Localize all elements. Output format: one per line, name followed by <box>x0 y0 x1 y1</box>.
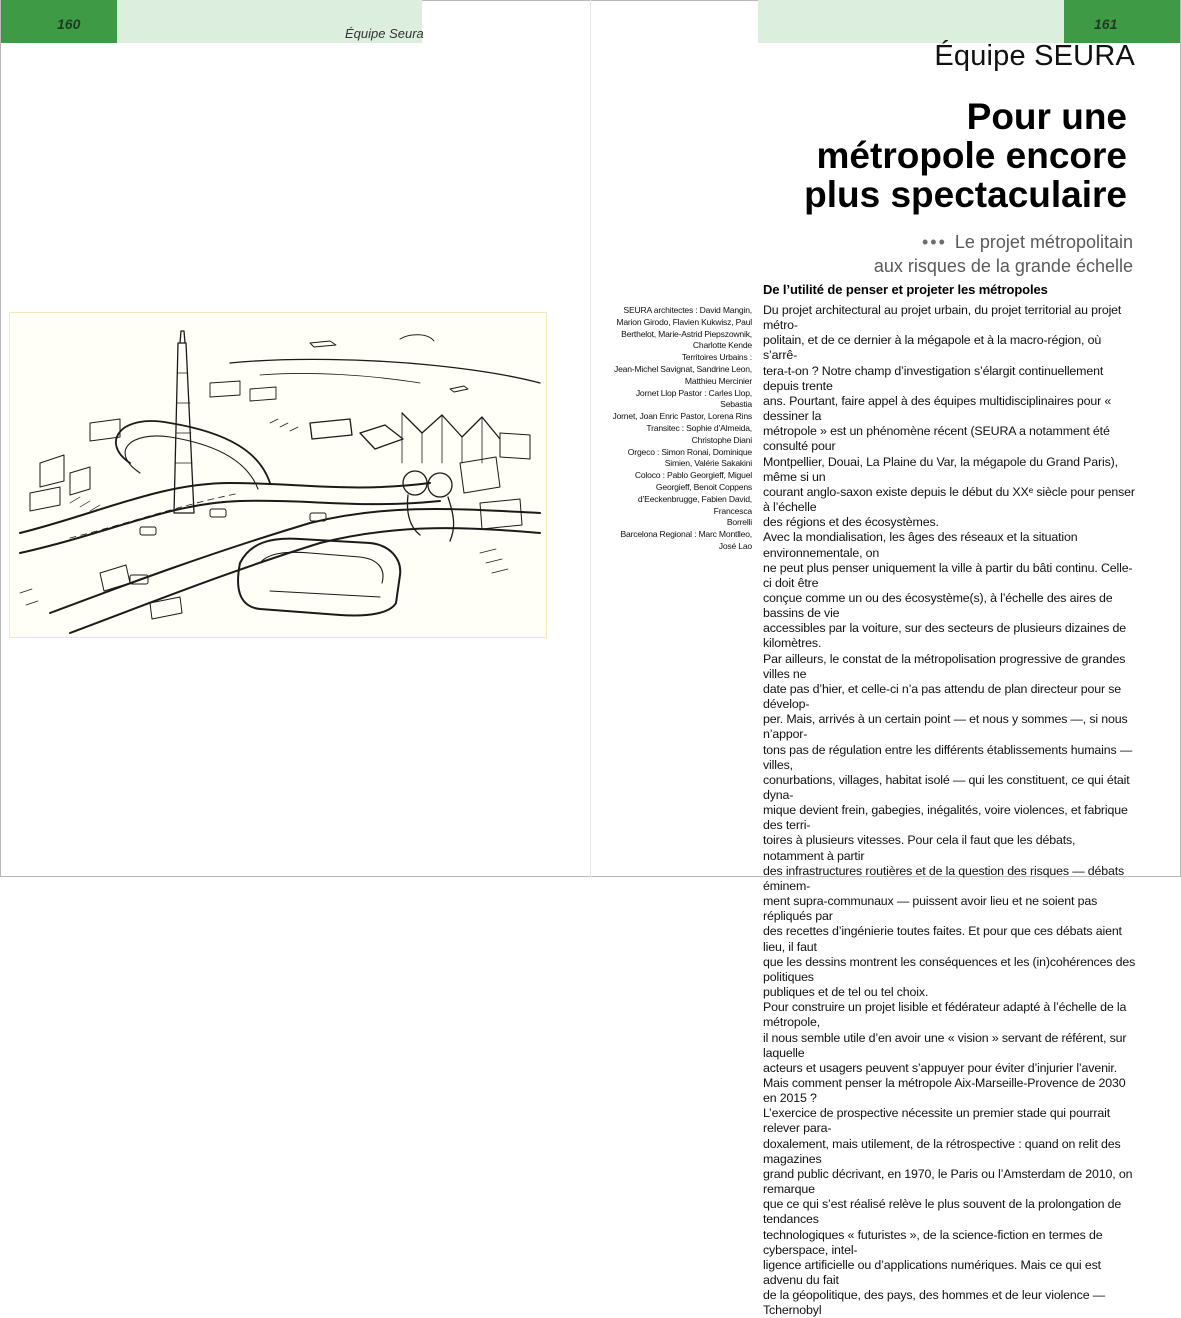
body-line: il nous semble utile d’en avoir une « vision » servant de référent, sur laquelle <box>763 1030 1127 1060</box>
title-line: plus spectaculaire <box>804 174 1127 215</box>
body-line: politain, et de ce dernier à la mégapole et à la macro-région, où s’arrê- <box>763 333 1102 363</box>
credit-line: Jornet Llop Pastor : Carles Llop, Sebastia <box>635 387 752 410</box>
credit-line: Georgieff, Benoit Coppens <box>655 481 752 492</box>
body-line: tons pas de régulation entre les différents établissements humains — villes, <box>763 742 1133 772</box>
header-band-right-light <box>758 0 1064 43</box>
article-title <box>707 97 1127 214</box>
credit-line: Jornet, Joan Enric Pastor, Lorena Rins <box>612 411 752 422</box>
body-line: des infrastructures routières et de la question des risques — débats éminem- <box>763 863 1125 893</box>
body-line: Par ailleurs, le constat de la métropolisation progressive de grandes villes ne <box>763 651 1126 681</box>
credits-column <box>604 305 752 553</box>
body-line: acteurs et usagers peuvent s’appuyer pour éviter d’injurier l’avenir. <box>763 1060 1117 1075</box>
body-line: de la géopolitique, des pays, des hommes et de leur violence — Tchernobyl <box>763 1288 1105 1318</box>
body-line: grand public décrivant, en 1970, le Paris ou l’Amsterdam de 2010, on remarque <box>763 1166 1133 1197</box>
city-sketch-illustration <box>9 312 547 638</box>
body-line: que ce qui s’est réalisé relève le plus souvent de la prolongation de tendances <box>763 1197 1122 1227</box>
gutter <box>590 0 591 877</box>
body-line: ne peut plus penser uniquement la ville à partir du bâti continu. Celle-ci doit être <box>763 560 1133 590</box>
credit-line: Borrelli <box>726 517 752 528</box>
body-line: des recettes d’ingénierie toutes faites. Et pour que ces débats aient lieu, il faut <box>763 924 1122 954</box>
body-line: toires à plusieurs vitesses. Pour cela il faut que les débats, notamment à partir <box>763 833 1076 863</box>
body-line: publiques et de tel ou tel choix. <box>763 985 929 1000</box>
credit-line: Berthelot, Marie-Astrid Piepszownik, <box>621 328 752 339</box>
body-text <box>763 303 1138 1318</box>
section-heading: De l’utilité de penser et projeter les métropoles <box>763 282 1048 297</box>
body-line: L’exercice de prospective nécessite un premier stade qui pourrait relever para- <box>763 1106 1111 1136</box>
credit-line: Marion Girodo, Flavien Kukwisz, Paul <box>616 316 752 327</box>
body-line: des régions et des écosystèmes. <box>763 515 939 530</box>
credit-line: Charlotte Kende <box>692 340 752 351</box>
credit-line: Matthieu Mercinier <box>684 375 752 386</box>
body-line: conurbations, villages, habitat isolé — qui les constituent, ce qui était dyna- <box>763 772 1130 802</box>
body-line: courant anglo-saxon existe depuis le début du XXᵉ siècle pour penser à l’échelle <box>763 484 1135 515</box>
page-number-right: 161 <box>1094 16 1118 32</box>
body-line: per. Mais, arrivés à un certain point — et nous y sommes —, si nous n’appor- <box>763 712 1128 742</box>
body-line: métropole » est un phénomène récent (SEURA a notamment été consulté pour <box>763 424 1110 454</box>
body-line: Pour construire un projet lisible et fédérateur adapté à l’échelle de la métropole, <box>763 1000 1127 1030</box>
credit-line: Transitec : Sophie d’Almeida, <box>646 422 752 433</box>
body-line: mique devient frein, gabegies, inégalités, voire violences, et fabrique des terri- <box>763 803 1128 833</box>
body-line: tera-t-on ? Notre champ d’investigation s’élargit continuellement depuis trente <box>763 363 1104 393</box>
body-line: conçue comme un ou des écosystème(s), à l’échelle des aires de bassins de vie <box>763 590 1113 621</box>
body-line: ans. Pourtant, faire appel à des équipes multidisciplinaires pour « dessiner la <box>763 393 1112 424</box>
credit-line: Territoires Urbains : <box>681 352 752 363</box>
credit-line: Christophe Diani <box>691 434 752 445</box>
body-line: Mais comment penser la métropole Aix-Marseille-Provence de 2030 en 2015 ? <box>763 1075 1126 1106</box>
title-line: Pour une <box>966 96 1127 137</box>
title-line: métropole encore <box>816 135 1127 176</box>
running-head: Équipe Seura <box>345 26 424 41</box>
credit-line: José Lao <box>718 540 752 551</box>
credit-line: Orgeco : Simon Ronai, Dominique <box>627 446 752 457</box>
credit-line: Simien, Valérie Sakakini <box>664 458 752 469</box>
credit-line: Jean-Michel Savignat, Sandrine Leon, <box>613 363 752 374</box>
bullet-dots-icon: ••• <box>921 232 947 252</box>
body-line: technologiques « futuristes », de la science-fiction en termes de cyberspace, intel- <box>763 1227 1103 1257</box>
body-line: accessibles par la voiture, sur des secteurs de plusieurs dizaines de kilomètres. <box>763 621 1126 651</box>
page-number-left: 160 <box>57 16 81 32</box>
body-line: ligence artificielle ou d’applications numériques. Mais ce qui est advenu du fait <box>763 1257 1101 1287</box>
body-line: Avec la mondialisation, les âges des réseaux et la situation environnementale, on <box>763 530 1078 560</box>
subtitle-line: Le projet métropolitain <box>954 232 1133 252</box>
header-band-right <box>1064 0 1180 43</box>
body-line: Du projet architectural au projet urbain, du projet territorial au projet métro- <box>763 303 1122 333</box>
credit-line: d’Eeckenbrugge, Fabien David, Francesca <box>637 493 752 516</box>
credit-line: Coloco : Pablo Georgieff, Miguel <box>634 470 752 481</box>
body-line: date pas d’hier, et celle-ci n’a pas attendu de plan directeur pour se dévelop- <box>763 681 1122 712</box>
body-line: Montpellier, Douai, La Plaine du Var, la mégapole du Grand Paris), même si un <box>763 454 1118 484</box>
credit-line: Barcelona Regional : Marc Montlleo, <box>620 529 752 540</box>
body-line: que les dessins montrent les conséquences et les (in)cohérences des politiques <box>763 954 1136 984</box>
body-line: ment supra-communaux — puissent avoir lieu et ne soient pas répliqués par <box>763 894 1098 924</box>
subtitle-line: aux risques de la grande échelle <box>873 256 1133 276</box>
team-title: Équipe SEURA <box>934 40 1135 72</box>
credit-line: SEURA architectes : David Mangin, <box>623 305 752 315</box>
body-line: doxalement, mais utilement, de la rétrospective : quand on relit des magazines <box>763 1136 1121 1166</box>
article-subtitle <box>833 230 1133 278</box>
